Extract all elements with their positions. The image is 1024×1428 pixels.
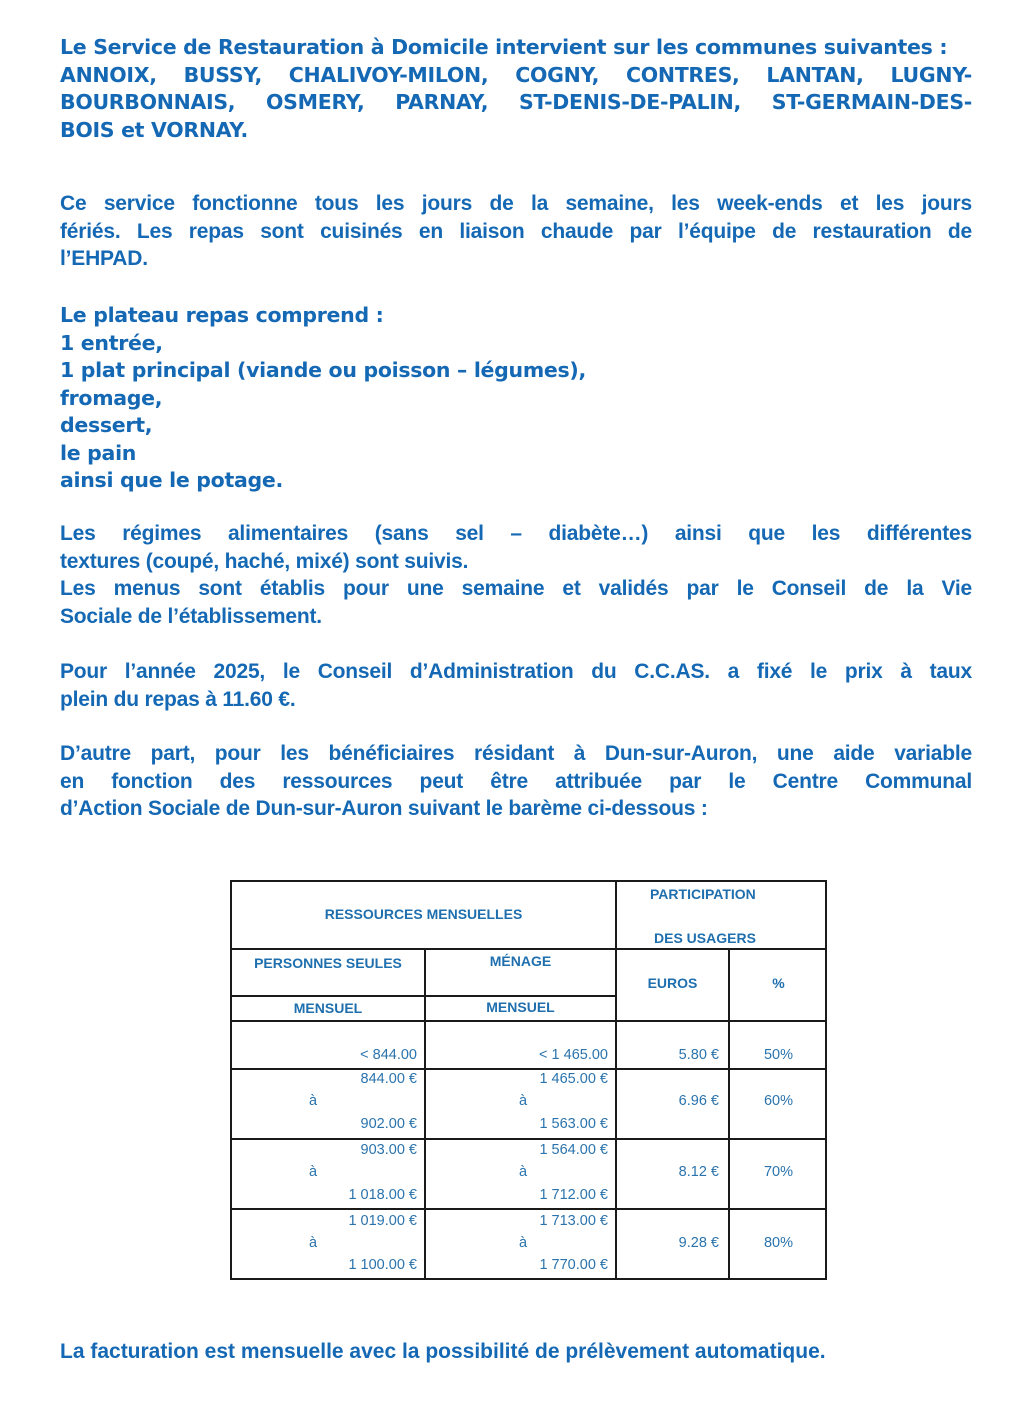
text-line: BOIS et VORNAY.	[60, 117, 248, 142]
header-ressources: RESSOURCES MENSUELLES	[324, 906, 523, 922]
text-line: d’Action Sociale de Dun-sur-Auron suivant le barème ci-dessous :	[60, 797, 708, 820]
table-divider	[728, 948, 730, 1278]
text-line: plein du repas à 11.60 €.	[60, 687, 296, 711]
household-income-from: < 1 465.00	[539, 1047, 608, 1063]
table-divider	[424, 948, 426, 1278]
text-line: Pour l’année 2025, le Conseil d’Administration du C.C.AS. a fixé le prix à taux	[60, 660, 972, 683]
table-divider	[617, 948, 827, 950]
single-income-from: 903.00 €	[360, 1142, 417, 1158]
header-menage: MÉNAGE	[489, 953, 552, 969]
text-line: l’EHPAD.	[60, 247, 148, 270]
participation-scale-table	[230, 880, 827, 1280]
household-income-to: 1 770.00 €	[539, 1257, 608, 1273]
participation-euros: 8.12 €	[678, 1164, 719, 1180]
meal-tray-intro: Le plateau repas comprend :	[60, 303, 384, 327]
meal-tray-paragraph	[60, 302, 972, 495]
household-income-from: 1 465.00 €	[539, 1071, 608, 1087]
single-income-to: 1 018.00 €	[348, 1187, 417, 1203]
text-line: Sociale de l’établissement.	[60, 604, 322, 628]
household-income-from: 1 713.00 €	[539, 1213, 608, 1229]
table-divider	[232, 1138, 827, 1140]
range-separator: à	[519, 1235, 528, 1251]
meal-item: dessert,	[60, 413, 153, 437]
text-line: Ce service fonctionne tous les jours de la semaine, les week-ends et les jours	[60, 192, 972, 215]
text-line: ANNOIX, BUSSY, CHALIVOY-MILON, COGNY, CONTRES, LANTAN, LUGNY-	[60, 62, 972, 87]
communes-paragraph	[60, 34, 972, 144]
text-line: Les régimes alimentaires (sans sel – diabète…) ainsi que les différentes	[60, 522, 972, 545]
table-divider	[232, 1020, 827, 1022]
header-mensuel-menage: MENSUEL	[486, 999, 555, 1015]
participation-euros: 5.80 €	[678, 1047, 719, 1063]
header-percent: %	[772, 975, 785, 991]
range-separator: à	[309, 1235, 318, 1251]
participation-percent: 50%	[763, 1047, 794, 1063]
text-line: BOURBONNAIS, OSMERY, PARNAY, ST-DENIS-DE-PALIN, ST-GERMAIN-DES-	[60, 90, 972, 114]
range-separator: à	[309, 1164, 318, 1180]
financial-aid-paragraph	[60, 740, 972, 823]
table-divider	[232, 1068, 827, 1070]
price-paragraph	[60, 658, 972, 713]
single-income-from: 844.00 €	[360, 1071, 417, 1087]
meal-item: ainsi que le potage.	[60, 468, 283, 492]
single-income-to: 1 100.00 €	[348, 1257, 417, 1273]
meal-item: 1 plat principal (viande ou poisson – légumes),	[60, 358, 586, 382]
participation-percent: 60%	[763, 1093, 794, 1109]
header-euros: EUROS	[647, 975, 698, 991]
household-income-to: 1 563.00 €	[539, 1116, 608, 1132]
range-separator: à	[519, 1093, 528, 1109]
household-income-to: 1 712.00 €	[539, 1187, 608, 1203]
meal-item: 1 entrée,	[60, 330, 163, 355]
participation-percent: 70%	[763, 1164, 794, 1180]
text-line: Les menus sont établis pour une semaine et validés par le Conseil de la Vie	[60, 577, 972, 600]
diets-paragraph	[60, 520, 972, 630]
meal-item: fromage,	[60, 385, 163, 410]
text-line: textures (coupé, haché, mixé) sont suivis.	[60, 549, 469, 573]
participation-euros: 6.96 €	[678, 1093, 719, 1109]
header-mensuel-seules: MENSUEL	[293, 1000, 363, 1016]
range-separator: à	[519, 1164, 528, 1180]
header-participation: PARTICIPATION	[650, 886, 756, 902]
single-income-from: 1 019.00 €	[348, 1213, 417, 1229]
meal-item: le pain	[60, 440, 137, 465]
range-separator: à	[309, 1093, 318, 1109]
text-line: Le Service de Restauration à Domicile intervient sur les communes suivantes :	[60, 35, 948, 59]
household-income-from: 1 564.00 €	[539, 1142, 608, 1158]
header-participation-sub: DES USAGERS	[654, 930, 756, 946]
header-personnes-seules: PERSONNES SEULES	[254, 955, 402, 971]
single-income-to: 902.00 €	[360, 1116, 417, 1132]
billing-note: La facturation est mensuelle avec la possibilité de prélèvement automatique.	[60, 1340, 826, 1363]
participation-euros: 9.28 €	[678, 1235, 719, 1251]
single-income-from: < 844.00	[360, 1047, 417, 1063]
service-hours-paragraph	[60, 190, 972, 273]
participation-percent: 80%	[763, 1235, 794, 1251]
table-divider	[232, 1208, 827, 1210]
text-line: D’autre part, pour les bénéficiaires résidant à Dun-sur-Auron, une aide variable	[60, 742, 972, 765]
text-line: en fonction des ressources peut être attribuée par le Centre Communal	[60, 769, 972, 793]
text-line: fériés. Les repas sont cuisinés en liaison chaude par l’équipe de restauration de	[60, 219, 972, 243]
